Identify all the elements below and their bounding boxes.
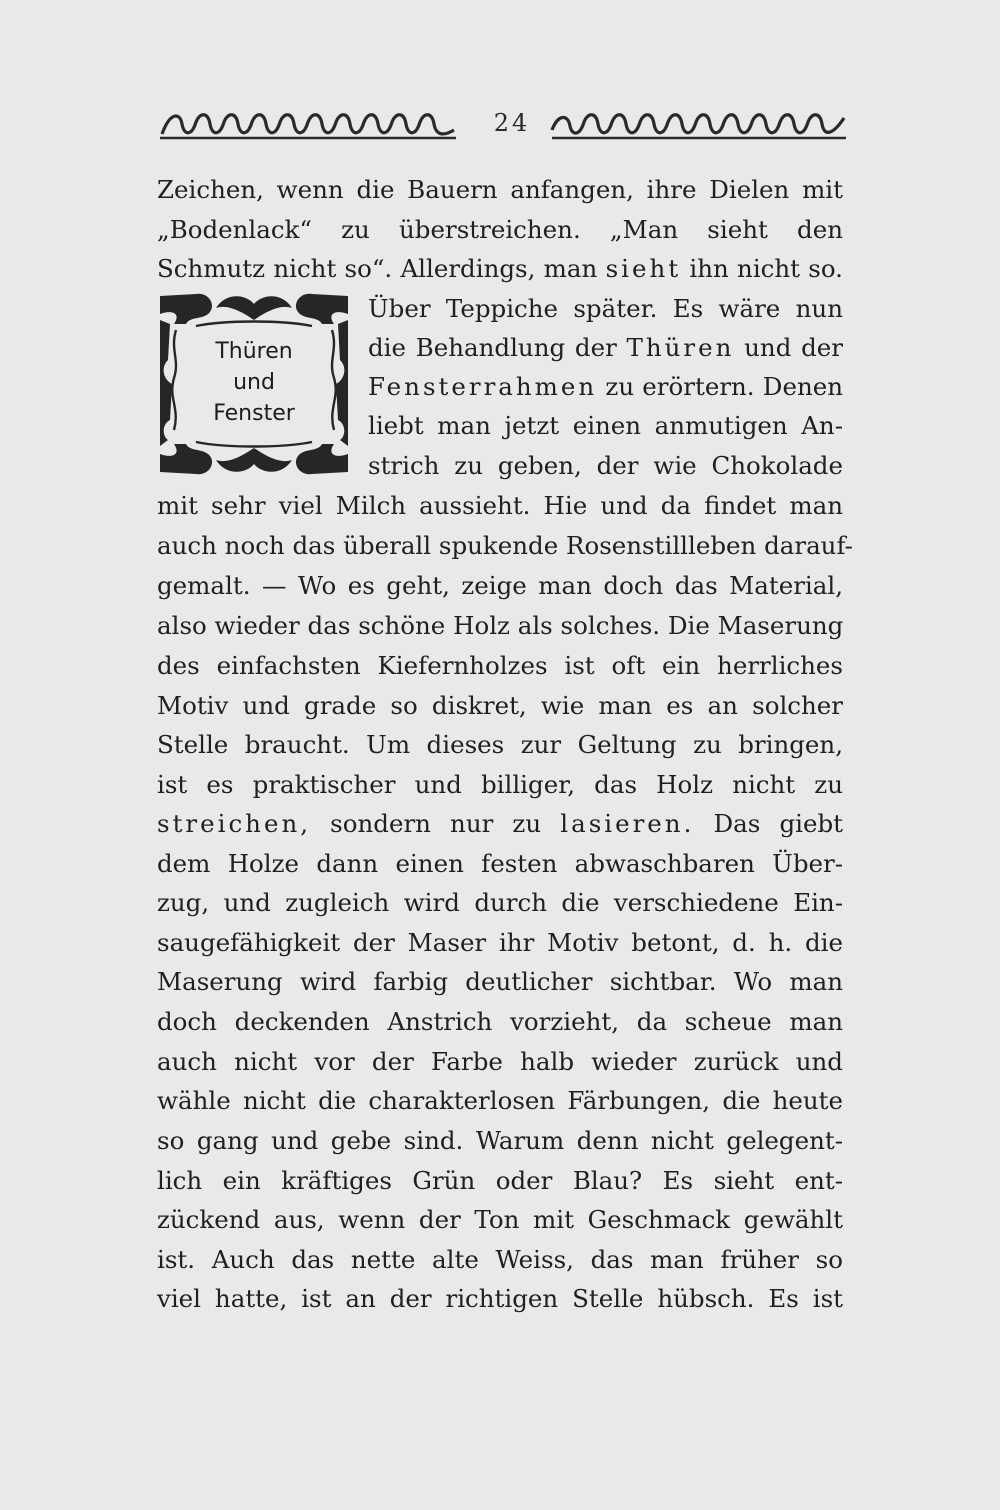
text-span: Das giebt	[713, 809, 843, 838]
sidenote-box	[156, 290, 352, 478]
wave-ornament-right-icon	[550, 108, 848, 142]
sidenote-line: Fenster	[213, 401, 295, 426]
sidenote-line: und	[233, 370, 275, 395]
text-span: ihn nicht so.	[689, 254, 843, 283]
text-line: zückend aus, wenn der Ton mit Geschmack gewählt	[157, 1205, 843, 1234]
text-line: gemalt. — Wo es geht, zeige man doch das Material,	[157, 571, 843, 600]
text-line: auch noch das überall spukende Rosenstillleben darauf-	[157, 531, 853, 560]
text-line: also wieder das schöne Holz als solches. Die Maserung	[157, 611, 844, 640]
text-span: und der	[744, 333, 843, 362]
text-line: „Bodenlack“ zu überstreichen. „Man sieht den	[157, 215, 843, 244]
text-line: Maserung wird farbig deutlicher sichtbar. Wo man	[157, 967, 843, 996]
text-line: so gang und gebe sind. Warum denn nicht gelegent-	[157, 1126, 843, 1155]
text-span: die Behandlung der	[368, 333, 617, 362]
text-line: viel hatte, ist an der richtigen Stelle hübsch. Es ist	[157, 1284, 843, 1313]
text-line	[157, 804, 843, 844]
text-line	[368, 367, 843, 407]
text-span: Schmutz nicht so“. Allerdings, man	[157, 254, 598, 283]
sidenote-line: Thüren	[215, 339, 293, 364]
text-line: doch deckenden Anstrich vorzieht, da scheue man	[157, 1007, 843, 1036]
text-line: Stelle braucht. Um dieses zur Geltung zu bringen,	[157, 730, 843, 759]
emphasis-span: sieht	[605, 254, 682, 283]
text-line: saugefähigkeit der Maser ihr Motiv betont, d. h. die	[157, 928, 843, 957]
text-line: lich ein kräftiges Grün oder Blau? Es sieht ent-	[157, 1166, 843, 1195]
text-line: Über Teppiche später. Es wäre nun	[368, 294, 843, 323]
text-line: wähle nicht die charakterlosen Färbungen, die heute	[157, 1086, 843, 1115]
text-line: ist es praktischer und billiger, das Holz nicht zu	[157, 770, 843, 799]
text-span: sondern nur zu	[330, 809, 542, 838]
text-line	[368, 328, 843, 368]
text-line: liebt man jetzt einen anmutigen An-	[368, 411, 843, 440]
emphasis-span: lasieren.	[560, 809, 695, 838]
wave-ornament-left-icon	[158, 108, 458, 142]
text-line: dem Holze dann einen festen abwaschbaren Über-	[157, 849, 843, 878]
text-span: zu erörtern. Denen	[605, 372, 843, 401]
text-line: des einfachsten Kiefernholzes ist oft ein herrliches	[157, 651, 843, 680]
running-header	[158, 108, 848, 142]
page-number: 24	[493, 109, 531, 137]
emphasis-span: Thüren	[626, 333, 735, 362]
emphasis-span: streichen,	[157, 809, 312, 838]
text-line: ist. Auch das nette alte Weiss, das man früher so	[157, 1245, 843, 1274]
text-line: mit sehr viel Milch aussieht. Hie und da findet man	[157, 491, 843, 520]
text-line: Motiv und grade so diskret, wie man es an solcher	[157, 691, 843, 720]
sidenote-label	[184, 336, 324, 429]
text-line: strich zu geben, der wie Chokolade	[368, 451, 843, 480]
text-line	[157, 249, 843, 289]
text-line: auch nicht vor der Farbe halb wieder zurück und	[157, 1047, 843, 1076]
text-line: Zeichen, wenn die Bauern anfangen, ihre Dielen mit	[157, 175, 843, 204]
text-line: zug, und zugleich wird durch die verschiedene Ein-	[157, 888, 843, 917]
emphasis-span: Fensterrahmen	[368, 372, 598, 401]
